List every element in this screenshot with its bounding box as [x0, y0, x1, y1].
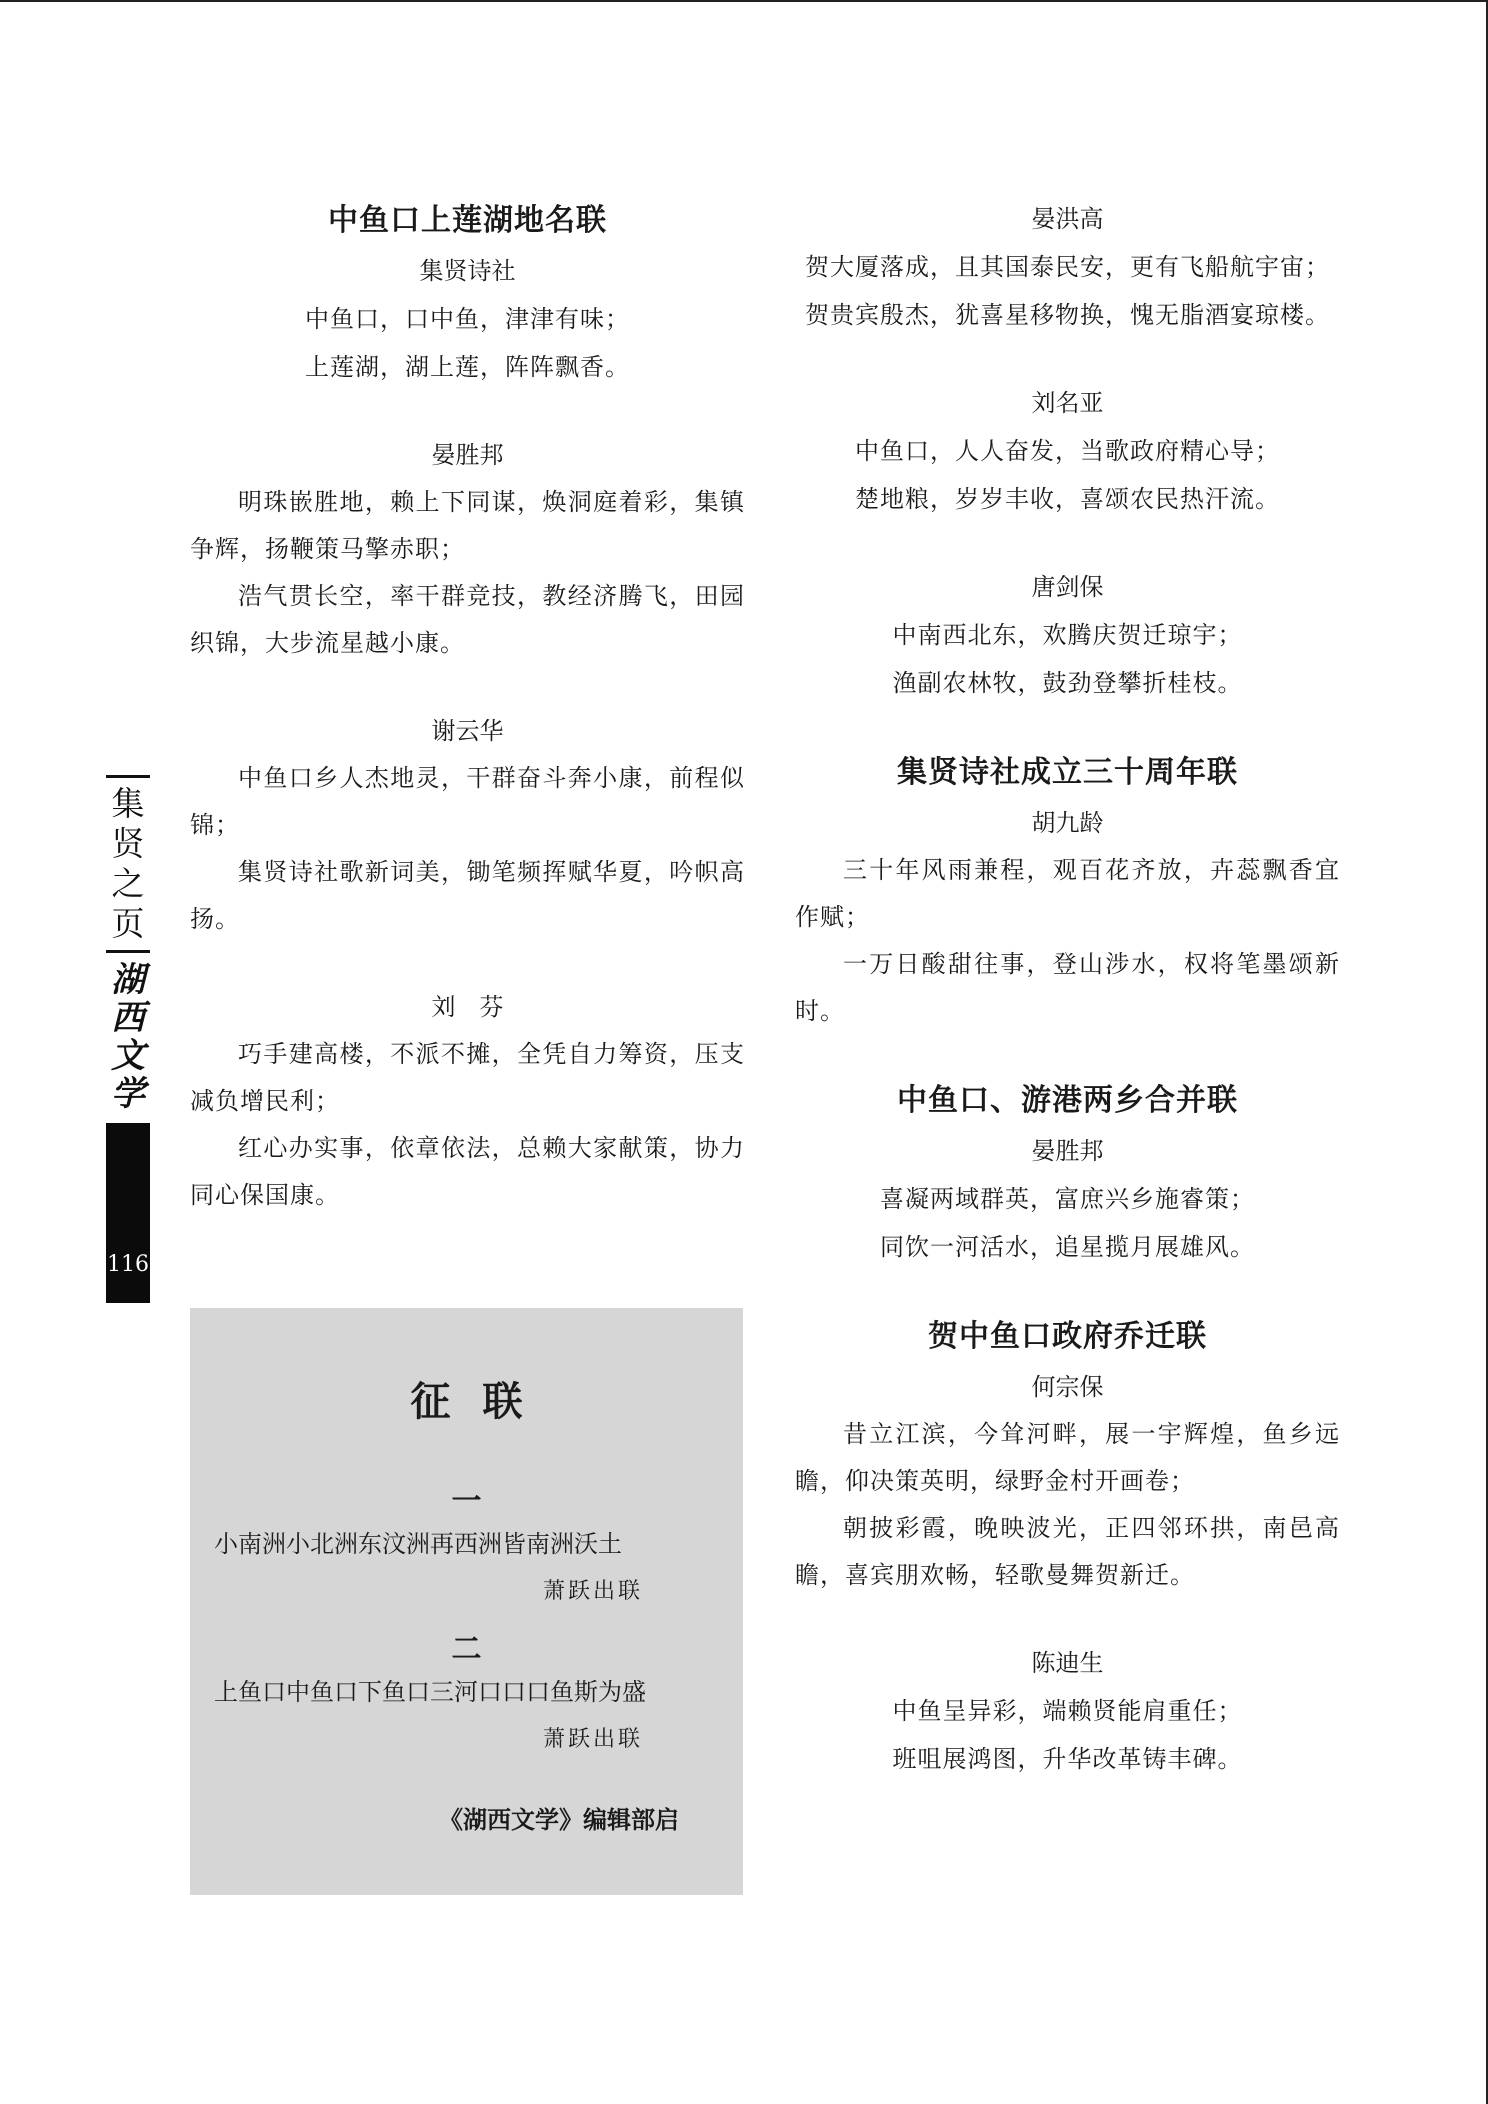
notice-box — [190, 1308, 743, 1895]
magazine-logo — [106, 961, 150, 1113]
couplet-block — [190, 195, 745, 391]
notice-item-text: 小南洲小北洲东汶洲再西洲皆南洲沃土 — [214, 1530, 622, 1558]
couplet-block — [795, 379, 1340, 523]
brand-char: 文 — [111, 1036, 145, 1076]
couplet-line: 中鱼口，人人奋发，当歌政府精心导； — [855, 437, 1280, 465]
side-section-marker — [106, 775, 150, 1303]
couplet-line: 明珠嵌胜地，赖上下同谋，焕洞庭着彩，集镇争辉，扬鞭策马擎赤职； — [190, 488, 745, 563]
couplet-title: 中鱼口、游港两乡合并联 — [897, 1083, 1238, 1118]
couplet-line: 中鱼呈异彩，端赖贤能肩重任； — [892, 1697, 1243, 1725]
couplet-title: 贺中鱼口政府乔迁联 — [928, 1319, 1207, 1354]
couplet-author: 何宗保 — [1031, 1373, 1104, 1401]
couplet-line: 巧手建高楼，不派不摊，全凭自力筹资，压支减负增民利； — [190, 1040, 745, 1115]
divider — [106, 950, 150, 953]
brand-char: 湖 — [111, 960, 145, 1000]
couplet-author: 晏洪高 — [1031, 205, 1104, 233]
vertical-brand — [106, 961, 150, 1113]
couplet-title: 集贤诗社成立三十周年联 — [897, 755, 1238, 790]
section-label-char: 之 — [111, 864, 145, 903]
couplet-author: 唐剑保 — [1031, 573, 1104, 601]
couplet-line: 中鱼口乡人杰地灵，干群奋斗奔小康，前程似锦； — [190, 764, 745, 839]
brand-char: 西 — [111, 998, 145, 1038]
couplet-block — [190, 431, 745, 667]
divider — [106, 775, 150, 778]
couplet-line: 楚地粮，岁岁丰收，喜颂农民热汗流。 — [855, 485, 1280, 513]
couplet-block — [795, 563, 1340, 707]
section-label-char: 集 — [111, 784, 145, 823]
right-column — [795, 195, 1340, 1783]
couplet-author: 胡九龄 — [1031, 809, 1104, 837]
couplet-line: 贺贵宾殷杰，犹喜星移物换，愧无脂酒宴琼楼。 — [805, 301, 1330, 329]
page-number-tab — [106, 1123, 150, 1303]
couplet-author: 晏胜邦 — [431, 441, 504, 469]
couplet-line: 中鱼口，口中鱼，津津有味； — [305, 305, 630, 333]
couplet-line: 上莲湖，湖上莲，阵阵飘香。 — [305, 353, 630, 381]
couplet-block — [190, 983, 745, 1219]
couplet-line: 渔副农林牧，鼓劲登攀折桂枝。 — [892, 669, 1243, 697]
couplet-block — [190, 707, 745, 943]
couplet-line: 朝披彩霞，晚映波光，正四邻环拱，南邑高瞻，喜宾朋欢畅，轻歌曼舞贺新迁。 — [795, 1514, 1340, 1589]
couplet-line: 浩气贯长空，率干群竞技，教经济腾飞，田园织锦，大步流星越小康。 — [190, 582, 745, 657]
couplet-block — [795, 1311, 1340, 1599]
couplet-author: 谢云华 — [431, 717, 504, 745]
section-label — [106, 784, 150, 944]
section-label-char: 贤 — [111, 824, 145, 863]
couplet-line: 喜凝两域群英，富庶兴乡施睿策； — [880, 1185, 1255, 1213]
couplet-block — [795, 1639, 1340, 1783]
couplet-block — [795, 747, 1340, 1035]
couplet-line: 中南西北东，欢腾庆贺迁琼宇； — [892, 621, 1243, 649]
couplet-block — [795, 195, 1340, 339]
page-number: 116 — [107, 1252, 149, 1277]
couplet-author: 陈迪生 — [1031, 1649, 1104, 1677]
brand-char: 学 — [111, 1074, 145, 1114]
couplet-author: 晏胜邦 — [1031, 1137, 1104, 1165]
notice-item-author: 萧跃出联 — [542, 1579, 643, 1604]
notice-item-text: 上鱼口中鱼口下鱼口三河口口口鱼斯为盛 — [214, 1678, 646, 1706]
couplet-line: 一万日酸甜往事，登山涉水，权将笔墨颂新时。 — [795, 950, 1340, 1025]
couplet-line: 集贤诗社歌新词美，锄笔频挥赋华夏，吟帜高扬。 — [190, 858, 745, 933]
couplet-line: 同饮一河活水，追星揽月展雄风。 — [880, 1233, 1255, 1261]
couplet-line: 班咀展鸿图，升华改革铸丰碑。 — [892, 1745, 1243, 1773]
couplet-line: 三十年风雨兼程，观百花齐放，卉蕊飘香宜作赋； — [795, 856, 1340, 931]
notice-item-number: 二 — [451, 1632, 482, 1667]
left-column — [190, 195, 745, 1219]
notice-item-author: 萧跃出联 — [542, 1727, 643, 1752]
notice-title: 征联 — [410, 1378, 555, 1425]
vertical-text — [106, 784, 150, 944]
couplet-block — [795, 1075, 1340, 1271]
couplet-title: 中鱼口上莲湖地名联 — [328, 203, 607, 238]
section-label-char: 页 — [111, 904, 145, 943]
notice-signature: 《湖西文学》编辑部启 — [439, 1806, 679, 1834]
notice-item-number: 一 — [451, 1484, 482, 1519]
couplet-author: 集贤诗社 — [419, 257, 516, 285]
couplet-line: 昔立江滨，今耸河畔，展一宇辉煌，鱼乡远瞻，仰决策英明，绿野金村开画卷； — [795, 1420, 1340, 1495]
couplet-line: 贺大厦落成，且其国泰民安，更有飞船航宇宙； — [805, 253, 1330, 281]
couplet-line: 红心办实事，依章依法，总赖大家献策，协力同心保国康。 — [190, 1134, 745, 1209]
couplet-author: 刘芬 — [431, 993, 528, 1021]
couplet-author: 刘名亚 — [1031, 389, 1104, 417]
